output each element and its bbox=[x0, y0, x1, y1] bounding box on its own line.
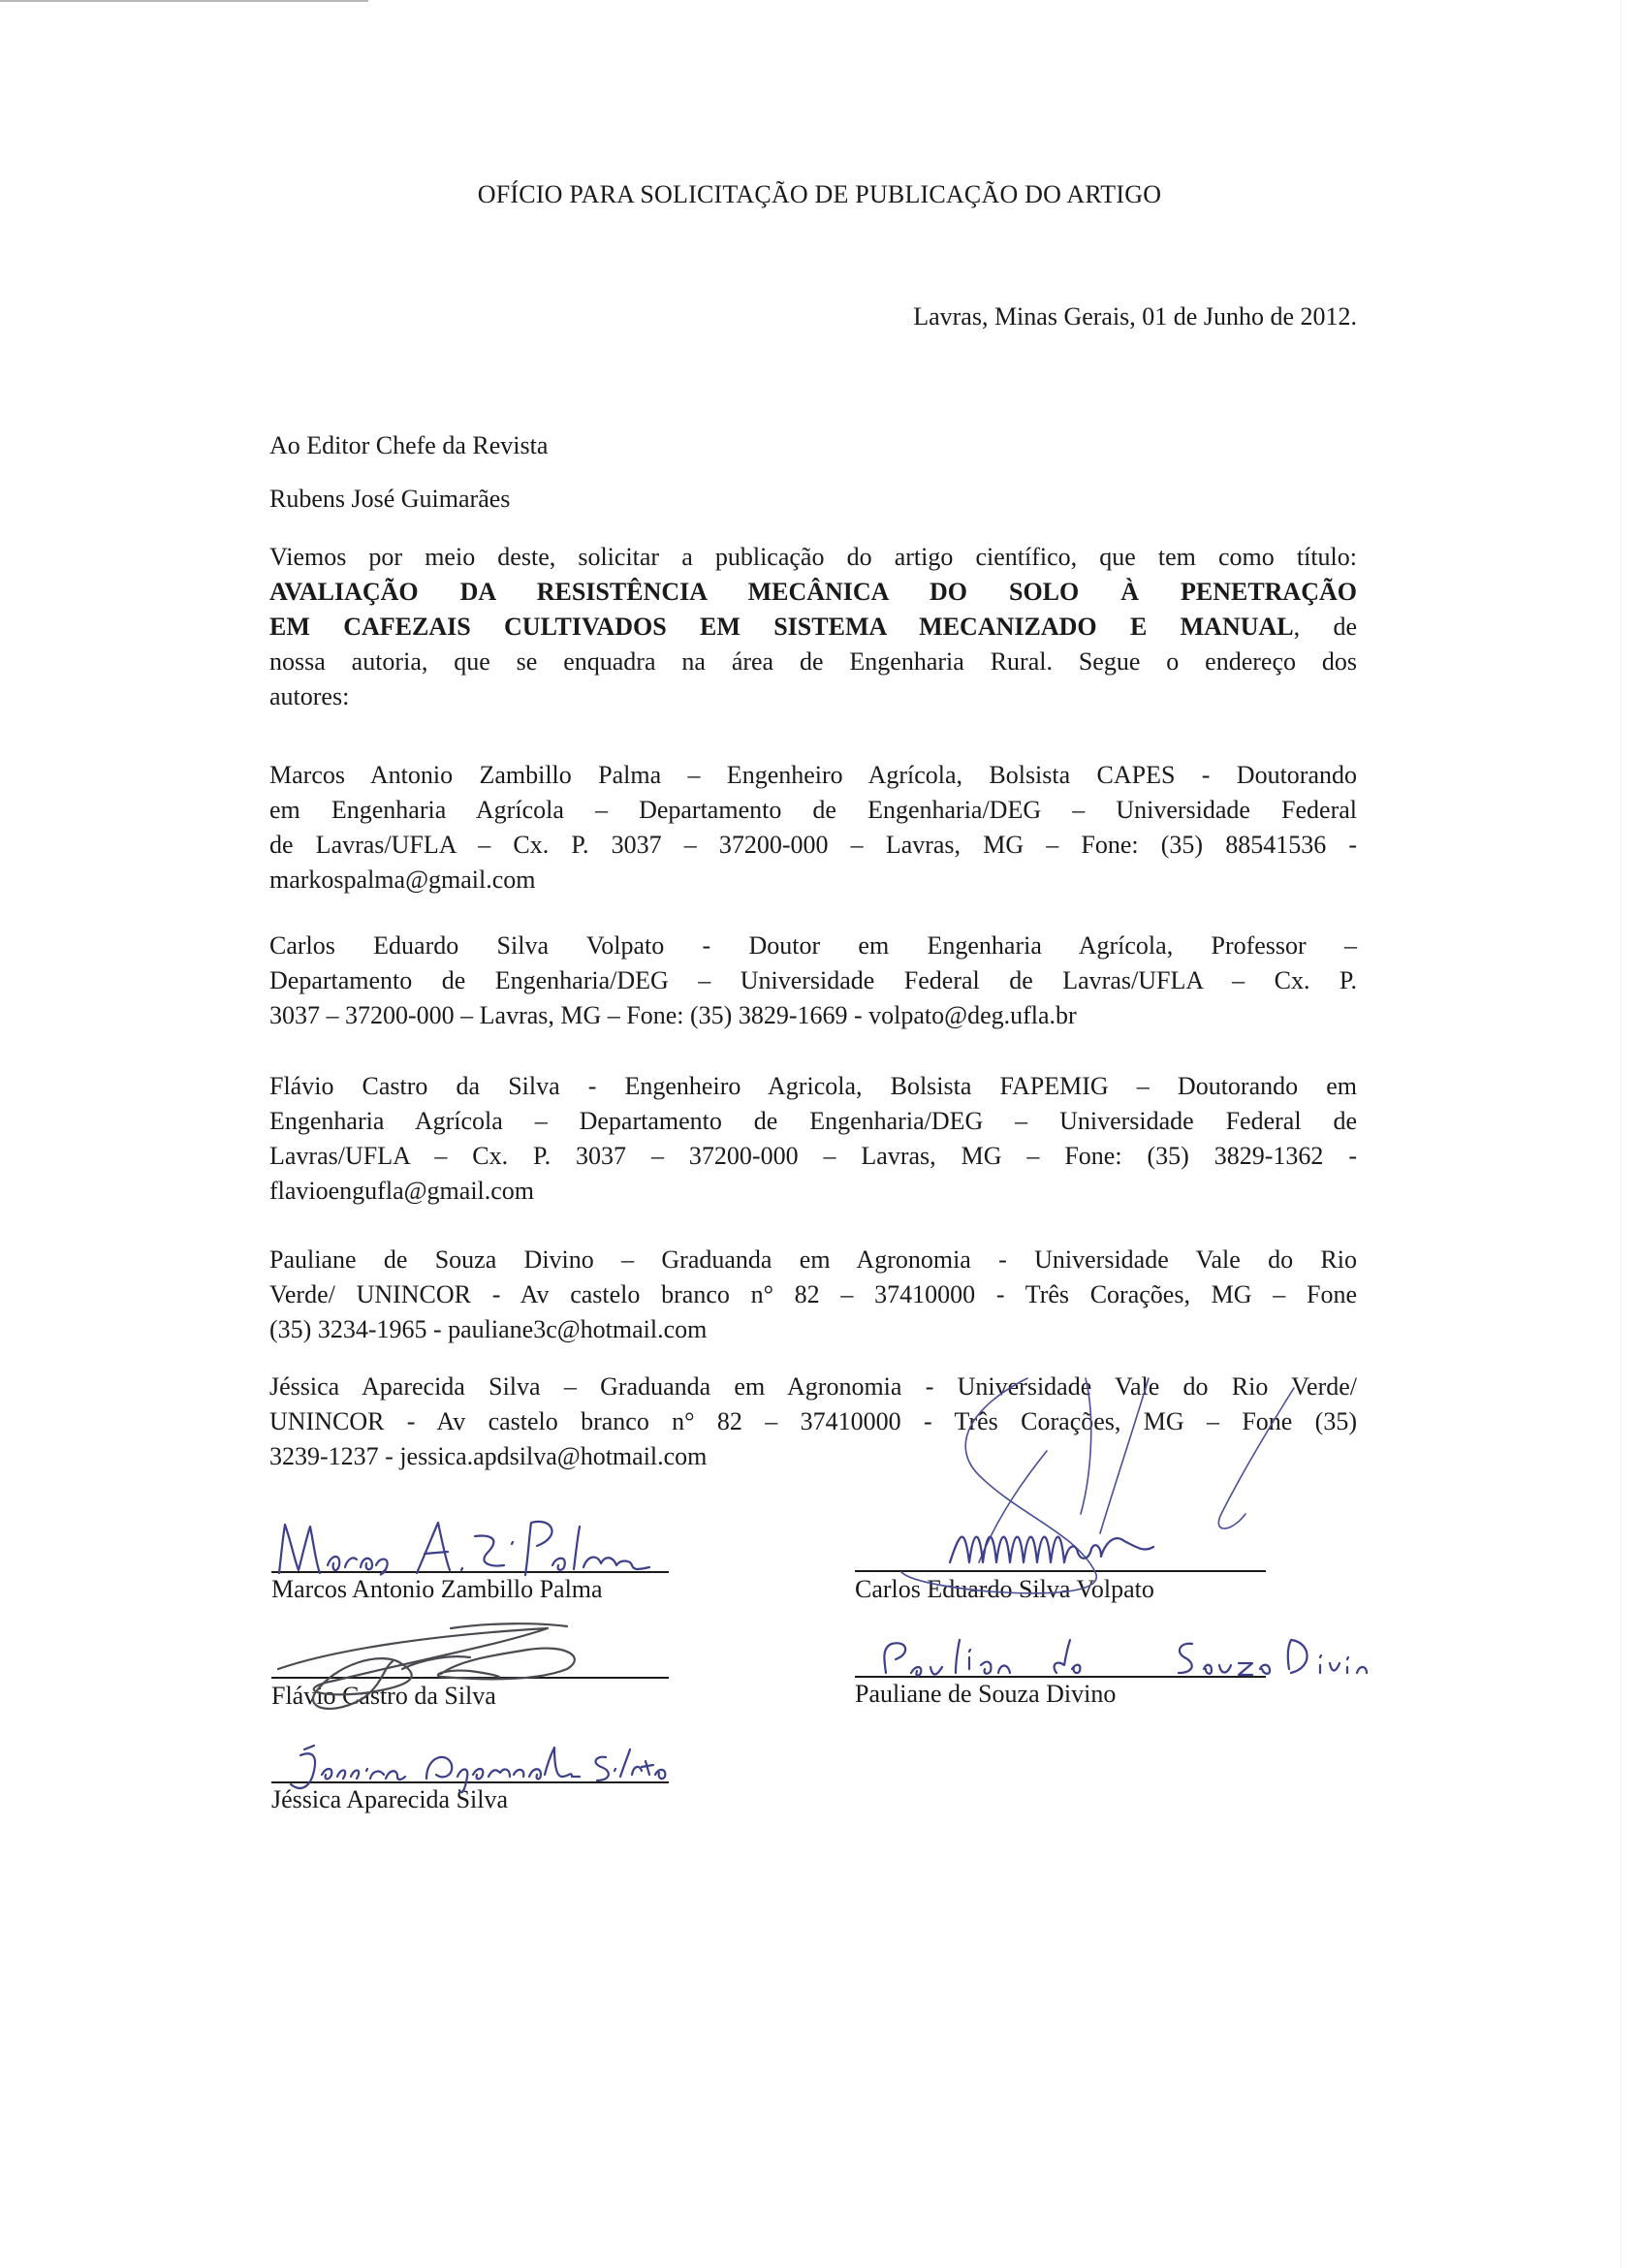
article-title-line-1: AVALIAÇÃO DA RESISTÊNCIA MECÂNICA DO SOLO À PENETRAÇÃO bbox=[269, 578, 1357, 606]
author-line: Flávio Castro da Silva - Engenheiro Agricola, Bolsista FAPEMIG – Doutorando em bbox=[269, 1072, 1357, 1100]
author-line: Verde/ UNINCOR - Av castelo branco n° 82 – 37410000 - Três Corações, MG – Fone bbox=[269, 1280, 1357, 1308]
author-line: 3239-1237 - jessica.apdsilva@hotmail.com bbox=[269, 1442, 708, 1470]
request-continuation: nossa autoria, que se enquadra na área de Engenharia Rural. Segue o endereço dos bbox=[269, 647, 1357, 676]
request-intro: Viemos por meio deste, solicitar a publicação do artigo científico, que tem como título: bbox=[269, 543, 1357, 571]
author-line: Marcos Antonio Zambillo Palma – Engenheiro Agrícola, Bolsista CAPES - Doutorando bbox=[269, 761, 1357, 789]
signature-name-jessica: Jéssica Aparecida Silva bbox=[271, 1785, 509, 1813]
author-line: Pauliane de Souza Divino – Graduanda em Agronomia - Universidade Vale do Rio bbox=[269, 1245, 1357, 1274]
author-block-flavio bbox=[269, 1069, 1357, 1209]
after-title: , de bbox=[1293, 613, 1358, 641]
addressee-line-2: Rubens José Guimarães bbox=[269, 485, 511, 513]
author-block-pauliane bbox=[269, 1243, 1357, 1347]
addressee-line-1: Ao Editor Chefe da Revista bbox=[269, 431, 549, 459]
document-title: OFÍCIO PARA SOLICITAÇÃO DE PUBLICAÇÃO DO ARTIGO bbox=[477, 180, 1162, 208]
signature-name-flavio: Flávio Castro da Silva bbox=[271, 1682, 496, 1710]
author-line: UNINCOR - Av castelo branco n° 82 – 37410000 - Três Corações, MG – Fone (35) bbox=[269, 1407, 1357, 1435]
article-title-line-2-row bbox=[269, 610, 1357, 645]
author-email: flavioengufla@gmail.com bbox=[269, 1177, 535, 1205]
article-title-line-2: EM CAFEZAIS CULTIVADOS EM SISTEMA MECANIZADO E MANUAL bbox=[269, 613, 1294, 641]
handwritten-signature-jessica bbox=[281, 1742, 698, 1800]
signature-name-carlos: Carlos Eduardo Silva Volpato bbox=[855, 1575, 1154, 1603]
author-line: Departamento de Engenharia/DEG – Universidade Federal de Lavras/UFLA – Cx. P. bbox=[269, 966, 1357, 994]
author-line: Engenharia Agrícola – Departamento de Engenharia/DEG – Universidade Federal de bbox=[269, 1107, 1357, 1135]
handwritten-signature-carlos bbox=[911, 1369, 1338, 1591]
place-date: Lavras, Minas Gerais, 01 de Junho de 2012. bbox=[913, 302, 1357, 331]
author-block-carlos bbox=[269, 929, 1357, 1033]
author-line: (35) 3234-1965 - pauliane3c@hotmail.com bbox=[269, 1315, 708, 1343]
author-block-marcos bbox=[269, 758, 1357, 898]
signature-name-pauliane: Pauliane de Souza Divino bbox=[855, 1680, 1117, 1708]
signature-name-marcos: Marcos Antonio Zambillo Palma bbox=[271, 1575, 603, 1603]
author-line: Lavras/UFLA – Cx. P. 3037 – 37200-000 – Lavras, MG – Fone: (35) 3829-1362 - bbox=[269, 1142, 1357, 1170]
author-email: markospalma@gmail.com bbox=[269, 866, 536, 894]
author-line: 3037 – 37200-000 – Lavras, MG – Fone: (35) 3829-1669 - volpato@deg.ufla.br bbox=[269, 1001, 1077, 1029]
scan-edge bbox=[1621, 0, 1622, 2268]
handwritten-signature-marcos bbox=[271, 1517, 678, 1585]
author-line: Jéssica Aparecida Silva – Graduanda em Agronomia - Universidade Vale do Rio Verde/ bbox=[269, 1372, 1357, 1401]
handwritten-signature-pauliane bbox=[872, 1630, 1396, 1688]
request-paragraph bbox=[269, 540, 1357, 714]
request-continuation-last: autores: bbox=[269, 682, 350, 710]
handwritten-signature-flavio bbox=[276, 1621, 606, 1727]
author-line: Carlos Eduardo Silva Volpato - Doutor em Engenharia Agrícola, Professor – bbox=[269, 931, 1357, 960]
scan-artifact-line bbox=[0, 0, 368, 2]
author-line: em Engenharia Agrícola – Departamento de Engenharia/DEG – Universidade Federal bbox=[269, 796, 1357, 824]
author-line: de Lavras/UFLA – Cx. P. 3037 – 37200-000 – Lavras, MG – Fone: (35) 88541536 - bbox=[269, 831, 1357, 859]
